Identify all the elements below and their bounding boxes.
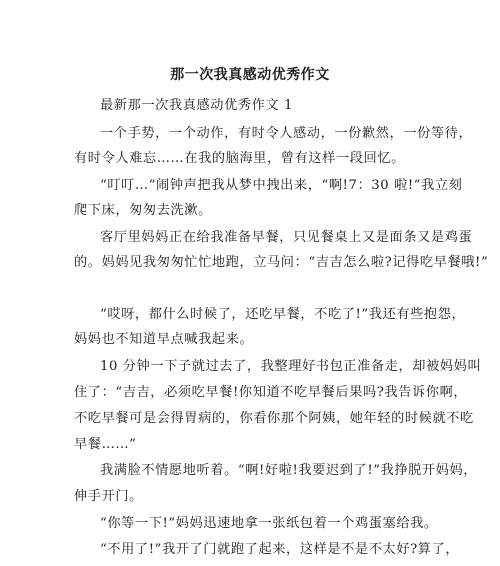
paragraph-line: 一个手势，一个动作，有时令人感动，一份歉然，一份等待， [100,126,473,141]
paragraph-line: 早餐……” [74,437,137,452]
paragraph-line: “叮叮…”闹钟声把我从梦中拽出来，“啊!7：30 啦!”我立刻 [100,178,463,193]
paragraph-line: 住了：“吉吉，必须吃早餐!你知道不吃早餐后果吗?我告诉你啊， [74,385,468,400]
paragraph-line: 伸手开门。 [74,489,143,504]
paragraph-line: “不用了!”我开了门就跑了起来，这样是不是不太好?算了， [100,542,460,557]
paragraph-line: “哎呀，都什么时候了，还吃早餐，不吃了!”我还有些抱怨， [100,307,466,322]
paragraph-line: 10 分钟一下子就过去了，我整理好书包正准备走，却被妈妈叫 [100,359,482,374]
paragraph-line: 妈妈也不知道早点喊我起来。 [74,332,254,347]
paragraph-line: 有时令人难忘……在我的脑海里，曾有这样一段回忆。 [74,151,405,166]
paragraph-line: 客厅里妈妈正在给我准备早餐，只见餐桌上又是面条又是鸡蛋 [100,230,473,245]
paragraph-line: 的。妈妈见我匆匆忙忙地跑，立马问：“吉吉怎么啦?记得吃早餐哦!” [74,255,489,270]
paragraph-line: 爬下床，匆匆去洗漱。 [74,203,212,218]
document-subtitle: 最新那一次我真感动优秀作文 1 [100,98,294,113]
document-title: 那一次我真感动优秀作文 [170,67,330,83]
paragraph-line: 不吃早餐可是会得胃病的，你看你那个阿姨，她年轻的时候就不吃 [74,411,474,426]
paragraph-line: “你等一下!”妈妈迅速地拿一张纸包着一个鸡蛋塞给我。 [100,516,438,531]
paragraph-line: 我满脸不情愿地听着。“啊!好啦!我要迟到了!”我挣脱开妈妈， [100,463,478,478]
